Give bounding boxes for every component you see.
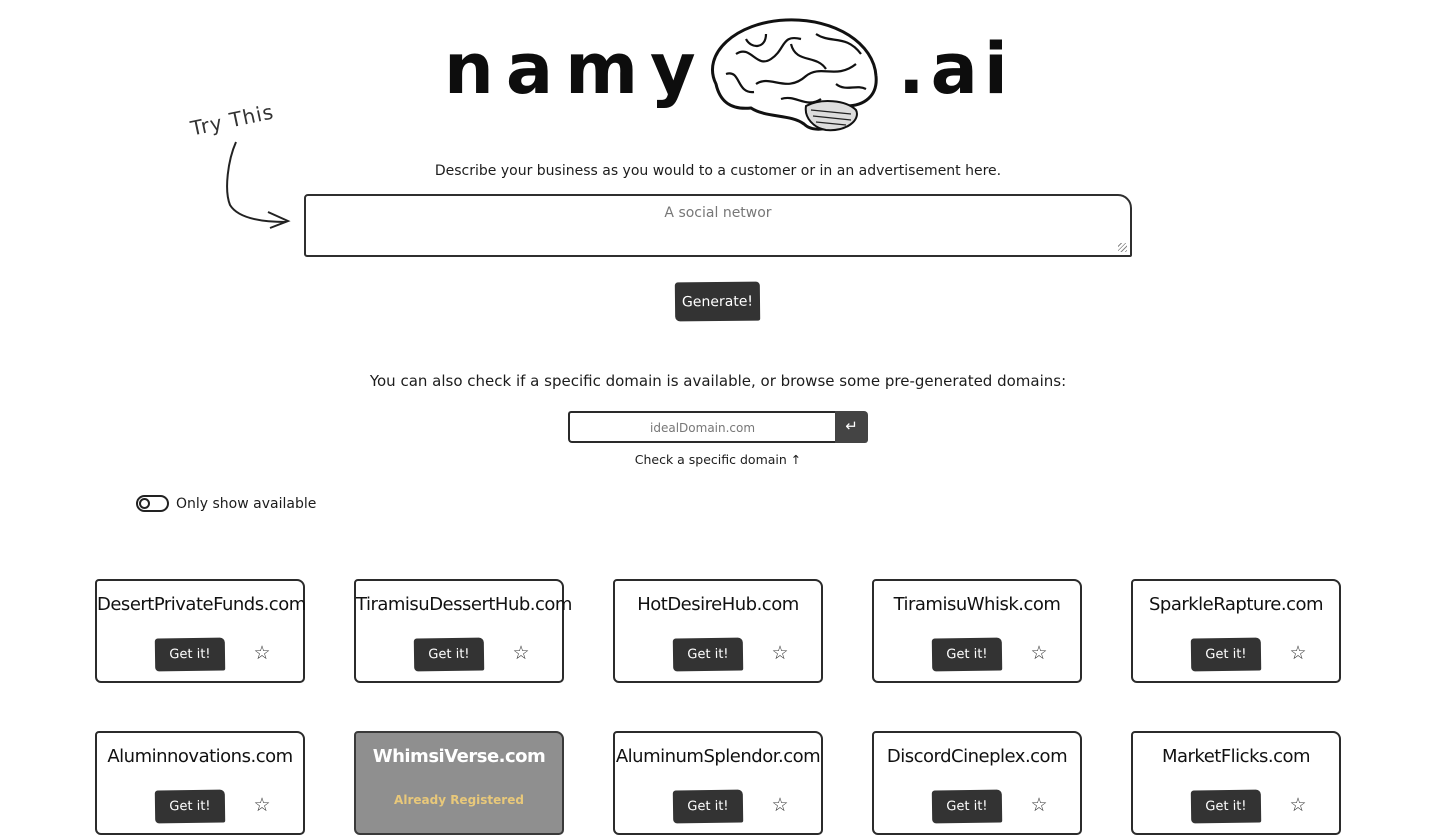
- try-this-text: Try This: [188, 99, 277, 141]
- star-icon[interactable]: ☆: [1289, 794, 1307, 816]
- domain-check-label: You can also check if a specific domain is available, or browse some pre-generated domains:: [369, 372, 1067, 390]
- enter-return-icon: ↵: [845, 418, 858, 435]
- domain-name: WhimsiVerse.com: [372, 746, 546, 767]
- domain-name: Aluminnovations.com: [107, 746, 293, 767]
- get-it-button[interactable]: Get it!: [1191, 638, 1261, 672]
- get-it-button[interactable]: Get it!: [1191, 790, 1261, 824]
- get-it-button[interactable]: Get it!: [155, 790, 225, 824]
- domain-card: [872, 731, 1082, 835]
- domain-name: SparkleRapture.com: [1148, 594, 1324, 615]
- domain-name: TiramisuWhisk.com: [893, 594, 1061, 615]
- toggle-knob: [139, 498, 150, 509]
- domain-check-form: [568, 411, 868, 443]
- get-it-button[interactable]: Get it!: [155, 638, 225, 672]
- get-it-button[interactable]: Get it!: [932, 638, 1002, 672]
- star-icon[interactable]: ☆: [771, 794, 789, 816]
- domain-name: AluminumSplendor.com: [615, 746, 821, 767]
- business-description-input[interactable]: [304, 194, 1132, 257]
- get-it-button[interactable]: Get it!: [932, 790, 1002, 824]
- logo-text-ai: .ai: [898, 28, 1014, 110]
- star-icon[interactable]: ☆: [253, 642, 271, 664]
- star-icon[interactable]: ☆: [1289, 642, 1307, 664]
- domain-card: [613, 579, 823, 683]
- domain-check-submit-button[interactable]: [835, 411, 868, 443]
- description-prompt-label: Describe your business as you would to a customer or in an advertisement here.: [434, 163, 1002, 179]
- domain-check-input[interactable]: [568, 411, 835, 443]
- star-icon[interactable]: ☆: [512, 642, 530, 664]
- star-icon[interactable]: ☆: [771, 642, 789, 664]
- brain-icon: [696, 14, 882, 138]
- logo: [444, 12, 1014, 142]
- domain-card: [1131, 579, 1341, 683]
- domain-check-hint: Check a specific domain ↑: [634, 452, 802, 467]
- only-available-toggle[interactable]: [136, 495, 169, 512]
- domain-input-placeholder: idealDomain.com: [650, 421, 756, 435]
- domain-name: MarketFlicks.com: [1161, 746, 1311, 767]
- domain-card: [354, 579, 572, 683]
- domain-name: DesertPrivateFunds.com: [97, 594, 306, 615]
- only-available-filter: [136, 495, 316, 512]
- get-it-button[interactable]: Get it!: [673, 790, 743, 824]
- only-available-label: Only show available: [176, 495, 317, 512]
- domain-card: [613, 731, 823, 835]
- logo-text-namy: namy: [444, 28, 708, 110]
- domain-name: HotDesireHub.com: [637, 594, 799, 615]
- domain-card: [95, 579, 305, 683]
- description-placeholder: A social networ: [664, 205, 772, 221]
- star-icon[interactable]: ☆: [253, 794, 271, 816]
- get-it-button[interactable]: Get it!: [673, 638, 743, 672]
- domain-name: DiscordCineplex.com: [886, 746, 1068, 767]
- domain-card-registered: [354, 731, 564, 835]
- domain-card: [1131, 731, 1341, 835]
- generate-button[interactable]: Generate!: [675, 282, 760, 322]
- star-icon[interactable]: ☆: [1030, 794, 1048, 816]
- resize-handle[interactable]: [1118, 243, 1127, 252]
- domain-name: TiramisuDessertHub.com: [356, 594, 572, 615]
- domain-card: [95, 731, 305, 835]
- star-icon[interactable]: ☆: [1030, 642, 1048, 664]
- get-it-button[interactable]: Get it!: [414, 638, 484, 672]
- already-registered-label: Already Registered: [394, 793, 524, 807]
- domain-card: [872, 579, 1082, 683]
